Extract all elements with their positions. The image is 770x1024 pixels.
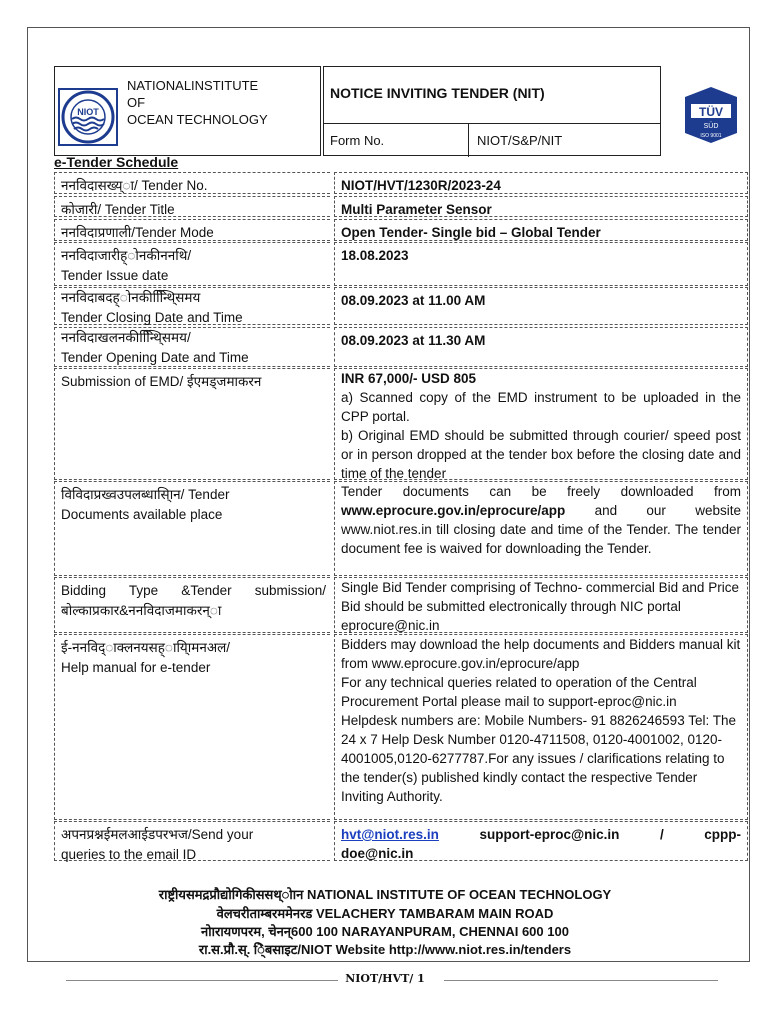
table-row (54, 634, 748, 820)
tender-mode-label: ननविदाप्रणाली/Tender Mode (54, 219, 330, 241)
section-title: e-Tender Schedule (54, 154, 179, 170)
queries-label (54, 821, 330, 861)
tender-mode-value: Open Tender- Single bid – Global Tender (334, 219, 748, 241)
table-row (54, 287, 748, 325)
emd-line-a: a) Scanned copy of the EMD instrument to be uploaded in the CPP portal. (341, 390, 741, 424)
issue-date-label-hindi: ननविदाजारीह्ोनकीननथि/ (61, 248, 192, 263)
cert-logo-text: TÜV (699, 105, 723, 119)
table-row (54, 196, 748, 217)
cppp-email-part2: doe@nic.in (341, 846, 414, 861)
documents-text-2: and our website www.niot.res.in till closing date and time of the Tender. The tender document fee is waived for downloading the Tender. (341, 503, 741, 556)
cert-logo-sub: SÜD (703, 123, 719, 130)
tender-no-label: ननविदासख्य्ा/ Tender No. (54, 172, 330, 194)
bidding-label (54, 577, 330, 633)
tender-title-label: कोजारी/ Tender Title (54, 196, 330, 217)
org-name (127, 77, 268, 128)
documents-value (334, 481, 748, 576)
eprocure-link[interactable]: www.eprocure.gov.in/eprocure/app (341, 503, 566, 518)
emd-value (334, 368, 748, 480)
table-row (54, 368, 748, 480)
opening-label (54, 327, 330, 367)
bidding-label-english: Bidding Type &Tender submission/ (61, 583, 326, 598)
page-code: NIOT/HVT/ 1 (345, 972, 425, 985)
table-row (54, 481, 748, 576)
cppp-email-part1: cppp- (704, 827, 741, 842)
queries-label-line1: अपनप्रश्नईमलआईडपरभज/Send your (61, 827, 254, 842)
footer-line-1: राष्ट्रीयसमद्रप्रौद्योगिकीससथ्ोान NATIONAL INSTITUTE OF OCEAN TECHNOLOGY (158, 887, 612, 902)
cert-logo-iso: ISO 9001 (700, 133, 722, 139)
emd-line-b: b) Original EMD should be submitted through courier/ speed post or in person dropped at the tender box before the closing date and time of the tender (341, 428, 741, 481)
table-row (54, 242, 748, 286)
issue-date-value: 18.08.2023 (334, 242, 748, 286)
queries-value (334, 821, 748, 861)
table-row (54, 821, 748, 861)
bidding-label-hindi: बोल्काप्रकार&ननविदाजमाकरन्ा (61, 603, 222, 618)
help-label (54, 634, 330, 820)
opening-label-english: Tender Opening Date and Time (61, 350, 249, 365)
table-row (54, 219, 748, 241)
queries-emails-line1 (341, 825, 741, 844)
documents-label (54, 481, 330, 576)
tuv-certification-logo (684, 86, 738, 144)
emd-amount: INR 67,000/- USD 805 (341, 371, 477, 386)
opening-label-hindi: ननविदाखलनकीन्थििि्समय/ (61, 330, 191, 345)
help-label-english: Help manual for e-tender (61, 660, 211, 675)
emd-label: Submission of EMD/ ईएमड्जमाकरन (54, 368, 330, 480)
documents-label-hindi: विविदाप्रख्वउपलब्धासि्ान/ Tender (61, 487, 230, 502)
logo-text: NIOT (77, 107, 99, 117)
notice-box (323, 66, 661, 156)
issue-date-label (54, 242, 330, 286)
closing-value: 08.09.2023 at 11.00 AM (334, 287, 748, 325)
help-paragraph-2: For any technical queries related to operation of the Central Procurement Portal please mail to support-eproc@nic.in (341, 675, 697, 709)
help-value (334, 634, 748, 820)
support-email: support-eproc@nic.in (479, 827, 620, 842)
form-row (324, 123, 660, 156)
bidding-value: Single Bid Tender comprising of Techno- commercial Bid and Price Bid should be submitted electronically through NIC portal eprocure@nic.in (334, 577, 748, 633)
form-value: NIOT/S&P/NIT (477, 133, 563, 148)
footer-line-3: नोारायणपरम, चेनन्600 100 NARAYANPURAM, CHENNAI 600 100 (201, 924, 569, 939)
help-label-hindi: ई-ननविद्ाक्लनयसह्ायि्ामनअल/ (61, 640, 231, 655)
closing-label (54, 287, 330, 325)
tender-no-value: NIOT/HVT/1230R/2023-24 (334, 172, 748, 194)
org-name-line2: OF (127, 95, 146, 110)
help-paragraph-3: Helpdesk numbers are: Mobile Numbers- 91 8826246593 Tel: The 24 x 7 Help Desk Number 0120-4711508, 0120-4001002, 0120-4001005,0120-6277787.For any issues / clarifications relating to the tender(s) published kindly contact the respective Tender Inviting Authority. (341, 713, 736, 804)
org-name-line3: OCEAN TECHNOLOGY (127, 112, 268, 127)
hvt-email-link[interactable]: hvt@niot.res.in (341, 827, 439, 842)
documents-text-1: Tender documents can be freely downloaded from (341, 484, 741, 499)
org-name-line1: NATIONALINSTITUTE (127, 78, 259, 93)
footer-website: रा.स.प्रौ.स्. ि्ेबसाइट/NIOT Website http://www.niot.res.in/tenders (198, 942, 572, 957)
footer-line-2: वेलचरीताम्बरममेनरड VELACHERY TAMBARAM MAIN ROAD (216, 906, 554, 921)
opening-value: 08.09.2023 at 11.30 AM (334, 327, 748, 367)
table-row (54, 172, 748, 194)
document-header (54, 66, 753, 156)
documents-label-english: Documents available place (61, 507, 223, 522)
notice-title: NOTICE INVITING TENDER (NIT) (330, 85, 545, 101)
cert-box (663, 66, 753, 156)
org-box (54, 66, 321, 156)
tender-title-value: Multi Parameter Sensor (334, 196, 748, 217)
table-row (54, 577, 748, 633)
form-label: Form No. (324, 124, 469, 157)
help-paragraph-1: Bidders may download the help documents and Bidders manual kit from www.eprocure.gov.in/eprocure/app (341, 637, 741, 671)
issue-date-label-english: Tender Issue date (61, 268, 169, 283)
queries-label-line2: queries to the email ID (61, 847, 197, 862)
email-separator: / (659, 827, 664, 842)
closing-label-english: Tender Closing Date and Time (61, 310, 243, 325)
closing-label-hindi: ननविदाबदह्ोनकीन्थििि्समय (61, 290, 201, 305)
niot-logo (58, 88, 118, 146)
table-row (54, 327, 748, 367)
